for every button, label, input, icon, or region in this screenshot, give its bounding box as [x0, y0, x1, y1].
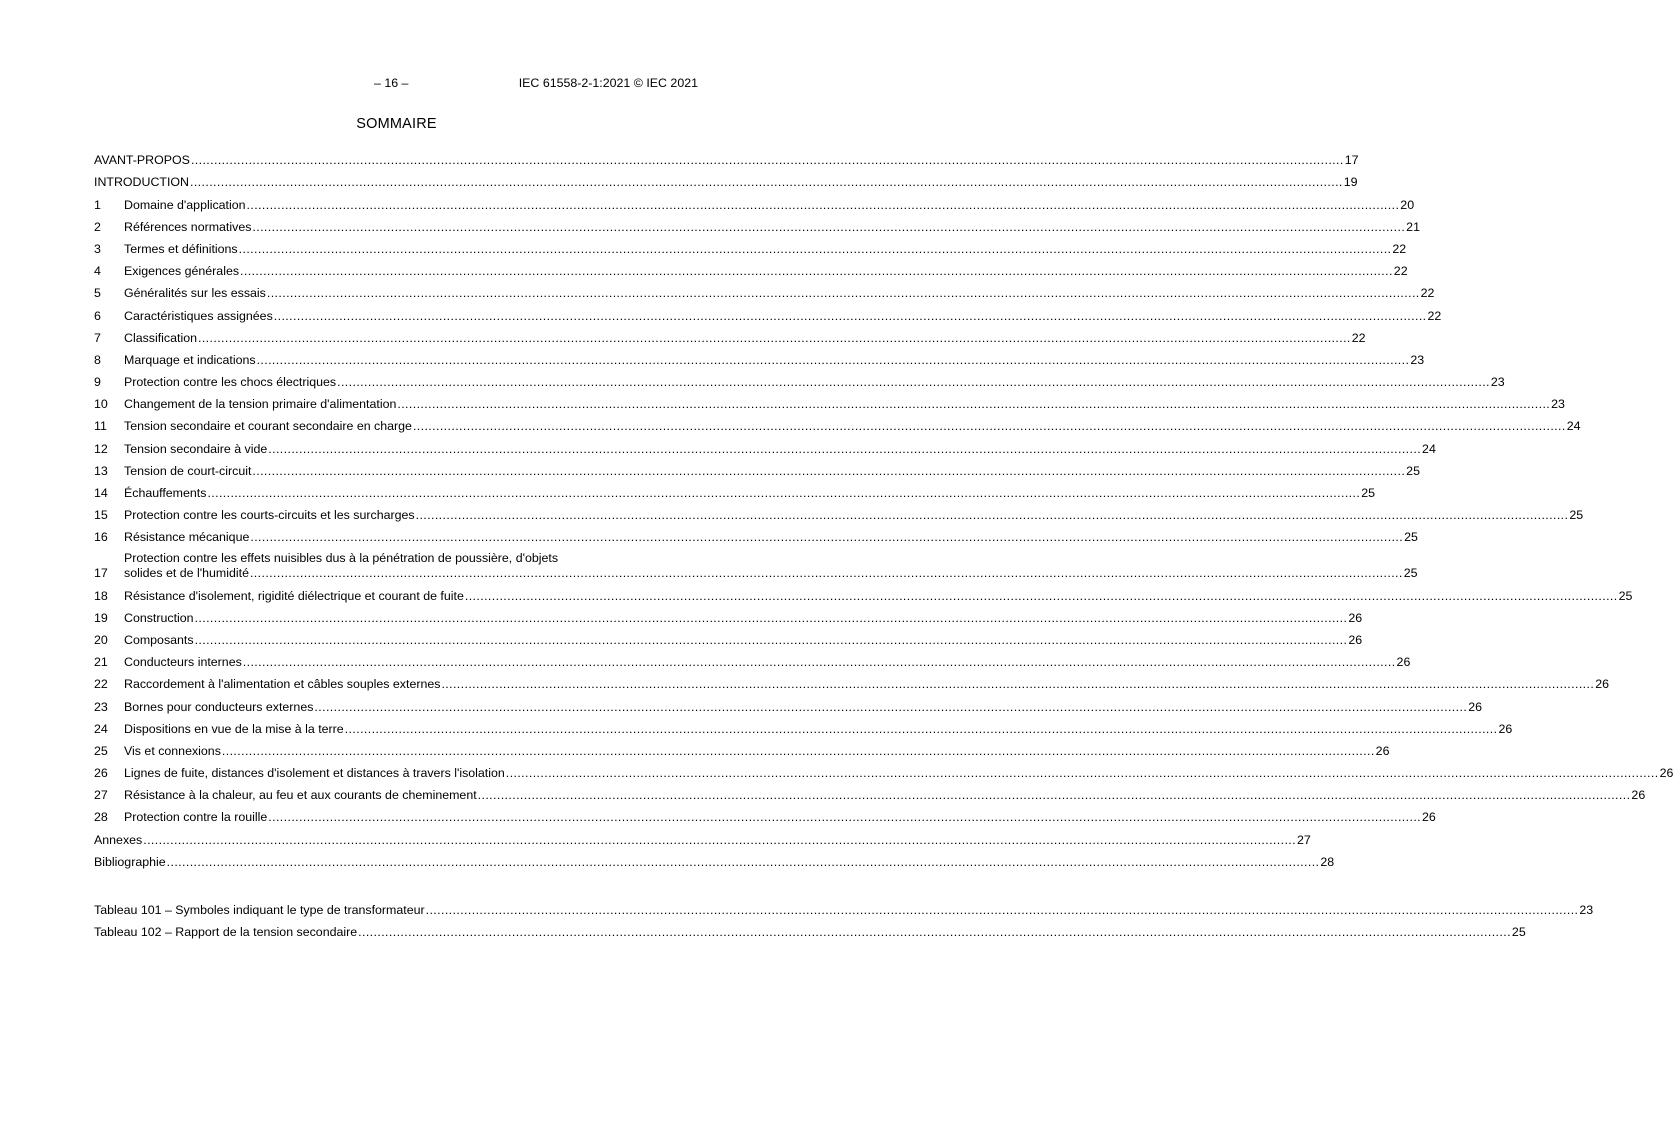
toc-entry[interactable]: [94, 257, 1408, 279]
toc-entry-text: [124, 721, 1513, 737]
dot-leader: ............................................................................................................................................................................................................................................................................................................: [190, 153, 1344, 168]
toc-entry[interactable]: [94, 648, 1411, 670]
dot-leader: ............................................................................................................................................................................................................................................................................................................: [143, 832, 1296, 847]
dot-leader: ............................................................................................................................................................................................................................................................................................................: [397, 397, 1551, 412]
dot-leader: ............................................................................................................................................................................................................................................................................................................: [441, 677, 1595, 692]
toc-entry-text: [124, 219, 1420, 235]
toc-entry-page: 26: [1422, 810, 1436, 825]
dot-leader: ............................................................................................................................................................................................................................................................................................................: [240, 264, 1393, 279]
toc-entry-label: Protection contre les courts-circuits et les surcharges: [124, 508, 415, 523]
toc-entry-page: 26: [1631, 788, 1646, 803]
toc-entry[interactable]: [94, 324, 1366, 346]
toc-title: SOMMAIRE: [356, 116, 437, 132]
toc-entry[interactable]: [94, 501, 1584, 523]
dot-leader: ............................................................................................................................................................................................................................................................................................................: [256, 352, 1410, 367]
toc-entry-number: 25: [94, 743, 108, 758]
toc-entry-text: [124, 375, 1505, 390]
toc-entry-number: 7: [94, 330, 101, 345]
toc-entry-page: 25: [1361, 486, 1375, 500]
toc-entry-page: 23: [1490, 375, 1505, 390]
toc-entry[interactable]: [94, 213, 1420, 235]
toc-entry-page: 26: [1468, 699, 1482, 714]
toc-entry-page: 21: [1406, 219, 1420, 234]
toc-entry[interactable]: [94, 604, 1363, 626]
toc-table-entry[interactable]: [94, 918, 1526, 940]
toc-entry-text: [124, 486, 1375, 501]
toc-entry-label: Échauffements: [124, 486, 207, 500]
toc-entry-label-continued: solides et de l'humidité: [124, 566, 249, 581]
toc-entry-number: 17: [94, 566, 108, 581]
page-number: – 16 –: [374, 76, 409, 90]
toc-entry-page: 19: [1343, 175, 1358, 190]
toc-entry[interactable]: [94, 848, 1335, 870]
toc-entries: [94, 146, 1673, 870]
toc-entry-number: 10: [94, 397, 108, 412]
toc-entry-number: 3: [94, 241, 101, 256]
dot-leader: ............................................................................................................................................................................................................................................................................................................: [198, 330, 1351, 345]
toc-entry[interactable]: [94, 412, 1581, 434]
toc-entry-label: Protection contre la rouille: [124, 810, 268, 825]
toc-table-entry[interactable]: [94, 896, 1594, 918]
toc-entry-page: 26: [1348, 632, 1363, 647]
toc-entry-text: [124, 551, 1418, 581]
toc-entry-page: 22: [1393, 264, 1408, 279]
dot-leader: ............................................................................................................................................................................................................................................................................................................: [249, 566, 1403, 581]
dot-leader: ............................................................................................................................................................................................................................................................................................................: [268, 810, 1422, 825]
toc-entry-page: 25: [1406, 463, 1420, 478]
toc-entry[interactable]: [94, 457, 1420, 479]
toc-entry-text: [94, 175, 1358, 190]
toc-tables-list: [94, 896, 1594, 940]
dot-leader: ............................................................................................................................................................................................................................................................................................................: [252, 463, 1406, 478]
toc-entry-page: 22: [1427, 308, 1442, 323]
toc-entry-label: Généralités sur les essais: [124, 286, 266, 301]
dot-leader: ............................................................................................................................................................................................................................................................................................................: [273, 308, 1427, 323]
toc-entry-text: [124, 197, 1415, 213]
toc-entry-text: [124, 530, 1418, 545]
toc-entry-text: [124, 352, 1425, 368]
toc-entry-label: Bornes pour conducteurs externes: [124, 699, 314, 714]
toc-entry-number: 18: [94, 588, 108, 603]
toc-entry-number: 12: [94, 441, 108, 456]
toc-entry-number: 6: [94, 308, 101, 323]
toc-entry-label: Protection contre les chocs électriques: [124, 375, 337, 390]
toc-table-page: 23: [1579, 903, 1594, 917]
toc-entry-text: [124, 308, 1442, 324]
toc-entry[interactable]: [94, 715, 1513, 737]
toc-entry-text: [124, 508, 1584, 523]
toc-entry-text: [124, 699, 1482, 715]
toc-entry-number: 11: [94, 419, 107, 434]
toc-entry-text: [124, 463, 1420, 479]
toc-entry-label: Termes et définitions: [124, 241, 238, 256]
dot-leader: ............................................................................................................................................................................................................................................................................................................: [415, 508, 1569, 523]
toc-entry-page: 22: [1392, 241, 1407, 256]
dot-leader: ............................................................................................................................................................................................................................................................................................................: [464, 588, 1618, 603]
dot-leader: ............................................................................................................................................................................................................................................................................................................: [266, 286, 1420, 301]
toc-entry-text: [124, 743, 1390, 759]
toc-entry[interactable]: [94, 434, 1436, 456]
toc-entry-label: Domaine d'application: [124, 197, 246, 212]
toc-entry-text: [124, 397, 1565, 412]
toc-entry[interactable]: [94, 368, 1505, 390]
dot-leader: ............................................................................................................................................................................................................................................................................................................: [412, 419, 1566, 434]
toc-entry[interactable]: [94, 670, 1609, 692]
toc-entry-label: Composants: [124, 632, 194, 647]
dot-leader: ............................................................................................................................................................................................................................................................................................................: [207, 486, 1361, 500]
toc-entry[interactable]: [94, 146, 1359, 168]
toc-entry-label: Bibliographie: [94, 854, 166, 869]
toc-entry-label: Vis et connexions: [124, 743, 221, 758]
toc-entry-text: [124, 788, 1646, 803]
toc-entry[interactable]: [94, 626, 1363, 648]
toc-gap: [94, 870, 698, 896]
document-reference: IEC 61558-2-1:2021 © IEC 2021: [518, 76, 698, 90]
toc-entry-number: 5: [94, 286, 101, 301]
toc-entry-page: 25: [1404, 530, 1418, 545]
toc-entry[interactable]: [94, 523, 1418, 545]
toc-entry-label: Exigences générales: [124, 264, 240, 279]
toc-entry-number: 23: [94, 699, 108, 714]
toc-entry[interactable]: [94, 545, 1418, 581]
toc-entry-text: [124, 632, 1363, 648]
toc-entry-label: AVANT-PROPOS: [94, 153, 190, 168]
table-of-contents: [94, 146, 1673, 940]
toc-entry[interactable]: [94, 390, 1565, 412]
toc-entry-page: 22: [1420, 286, 1435, 301]
dot-leader: ............................................................................................................................................................................................................................................................................................................: [242, 655, 1396, 670]
toc-entry[interactable]: [94, 190, 1415, 212]
toc-entry-page: 26: [1396, 655, 1411, 670]
dot-leader: ............................................................................................................................................................................................................................................................................................................: [358, 925, 1511, 940]
toc-entry-number: 1: [94, 197, 101, 212]
dot-leader: ............................................................................................................................................................................................................................................................................................................: [238, 241, 1392, 256]
toc-entry-text: [124, 419, 1581, 434]
toc-entry-number: 4: [94, 264, 101, 279]
toc-entry-label: Tension secondaire à vide: [124, 441, 268, 456]
toc-entry-page: 26: [1348, 610, 1363, 625]
dot-leader: ............................................................................................................................................................................................................................................................................................................: [250, 530, 1404, 545]
dot-leader: ............................................................................................................................................................................................................................................................................................................: [246, 197, 1400, 212]
toc-entry-number: 2: [94, 219, 101, 234]
toc-entry-label: Résistance mécanique: [124, 530, 250, 545]
toc-entry[interactable]: [94, 781, 1646, 803]
toc-entry-label: Résistance d'isolement, rigidité diélectrique et courant de fuite: [124, 588, 464, 603]
toc-entry-page: 26: [1659, 766, 1673, 781]
toc-entry-page: 25: [1569, 508, 1584, 523]
toc-entry-page: 22: [1351, 330, 1366, 345]
toc-entry[interactable]: [94, 692, 1482, 714]
toc-table-text: [94, 925, 1526, 940]
dot-leader: ............................................................................................................................................................................................................................................................................................................: [314, 699, 1468, 714]
toc-entry-page: 24: [1566, 419, 1581, 434]
toc-entry-text: [94, 153, 1359, 168]
toc-entry-page: 17: [1344, 153, 1359, 168]
toc-entry-number: 16: [94, 530, 108, 545]
toc-entry-label: INTRODUCTION: [94, 175, 189, 190]
toc-entry-text: [124, 655, 1411, 670]
toc-entry-text: [124, 610, 1363, 626]
dot-leader: ............................................................................................................................................................................................................................................................................................................: [194, 610, 1348, 625]
toc-entry[interactable]: [94, 346, 1425, 368]
dot-leader: ............................................................................................................................................................................................................................................................................................................: [425, 903, 1579, 917]
toc-entry[interactable]: [94, 759, 1673, 781]
dot-leader: ............................................................................................................................................................................................................................................................................................................: [190, 175, 1343, 190]
toc-entry-text: [124, 677, 1609, 692]
toc-entry-text: [94, 854, 1335, 870]
toc-entry-label: Classification: [124, 330, 197, 345]
toc-entry-label: Dispositions en vue de la mise à la terre: [124, 721, 344, 736]
toc-entry-number: 14: [94, 486, 108, 500]
toc-entry-label: Lignes de fuite, distances d'isolement et distances à travers l'isolation: [124, 766, 505, 781]
toc-entry-number: 13: [94, 463, 108, 478]
toc-table-label: Tableau 101 – Symboles indiquant le type de transformateur: [94, 903, 425, 917]
toc-entry-label: Marquage et indications: [124, 352, 256, 367]
toc-entry-label: Annexes: [94, 832, 143, 847]
toc-entry-label: Résistance à la chaleur, au feu et aux courants de cheminement: [124, 788, 477, 803]
toc-entry-label: Références normatives: [124, 219, 252, 234]
toc-entry-number: 28: [94, 810, 108, 825]
toc-entry-label: Protection contre les effets nuisibles dus à la pénétration de poussière, d'objets: [124, 551, 559, 566]
dot-leader: ............................................................................................................................................................................................................................................................................................................: [268, 441, 1422, 456]
toc-table-page: 25: [1511, 925, 1526, 940]
toc-entry-label: Raccordement à l'alimentation et câbles souples externes: [124, 677, 441, 692]
toc-entry-number: 20: [94, 632, 108, 647]
toc-entry-text: [124, 241, 1407, 257]
toc-entry[interactable]: [94, 581, 1633, 603]
toc-entry-text: [124, 441, 1436, 457]
dot-leader: ............................................................................................................................................................................................................................................................................................................: [344, 721, 1498, 736]
toc-entry-label: Caractéristiques assignées: [124, 308, 273, 323]
dot-leader: ............................................................................................................................................................................................................................................................................................................: [221, 743, 1375, 758]
toc-entry[interactable]: [94, 279, 1435, 301]
toc-entry[interactable]: [94, 168, 1358, 190]
toc-entry-number: 19: [94, 610, 108, 625]
toc-entry-number: 9: [94, 375, 101, 390]
toc-entry-number: 24: [94, 721, 108, 736]
toc-entry-page: 26: [1375, 743, 1390, 758]
toc-entry-number: 22: [94, 677, 108, 692]
toc-entry-number: 8: [94, 352, 101, 367]
toc-entry-label: Changement de la tension primaire d'alimentation: [124, 397, 397, 412]
toc-table-text: [94, 903, 1594, 918]
toc-entry[interactable]: [94, 479, 1375, 501]
dot-leader: ............................................................................................................................................................................................................................................................................................................: [505, 766, 1659, 781]
toc-entry[interactable]: [94, 803, 1436, 825]
toc-entry[interactable]: [94, 825, 1311, 847]
toc-table-label: Tableau 102 – Rapport de la tension secondaire: [94, 925, 358, 940]
toc-entry[interactable]: [94, 737, 1390, 759]
toc-entry-page: 20: [1400, 197, 1415, 212]
toc-entry-page: 23: [1410, 352, 1425, 367]
toc-entry-number: 26: [94, 766, 108, 781]
toc-entry-page: 25: [1403, 566, 1418, 581]
toc-entry-page: 26: [1498, 721, 1513, 736]
dot-leader: ............................................................................................................................................................................................................................................................................................................: [337, 375, 1490, 390]
toc-entry-text: [124, 588, 1633, 604]
toc-entry-number: 27: [94, 788, 108, 803]
page-header: [0, 76, 793, 92]
dot-leader: ............................................................................................................................................................................................................................................................................................................: [477, 788, 1631, 803]
toc-entry-page: 25: [1618, 588, 1633, 603]
toc-entry-text: [124, 766, 1673, 781]
toc-entry-page: 23: [1551, 397, 1565, 412]
toc-entry-label: Conducteurs internes: [124, 655, 242, 670]
toc-entry-text: [124, 286, 1435, 301]
toc-entry-number: 21: [94, 655, 108, 670]
dot-leader: ............................................................................................................................................................................................................................................................................................................: [166, 854, 1320, 869]
toc-entry-text: [124, 330, 1366, 346]
toc-entry-page: 27: [1297, 832, 1311, 847]
toc-entry-label: Tension secondaire et courant secondaire en charge: [124, 419, 412, 434]
dot-leader: ............................................................................................................................................................................................................................................................................................................: [252, 219, 1406, 234]
toc-entry-text: [124, 264, 1408, 279]
toc-entry-label: Tension de court-circuit: [124, 463, 252, 478]
toc-entry[interactable]: [94, 235, 1407, 257]
toc-entry-text: [124, 810, 1436, 825]
toc-entry-label: Construction: [124, 610, 194, 625]
toc-entry-page: 24: [1422, 441, 1436, 456]
toc-entry-page: 26: [1595, 677, 1609, 692]
toc-entry[interactable]: [94, 301, 1442, 323]
toc-entry-text: [94, 832, 1311, 848]
toc-entry-line2: [124, 566, 1418, 581]
toc-entry-number: 15: [94, 508, 108, 523]
dot-leader: ............................................................................................................................................................................................................................................................................................................: [194, 632, 1348, 647]
toc-entry-page: 28: [1320, 854, 1335, 869]
